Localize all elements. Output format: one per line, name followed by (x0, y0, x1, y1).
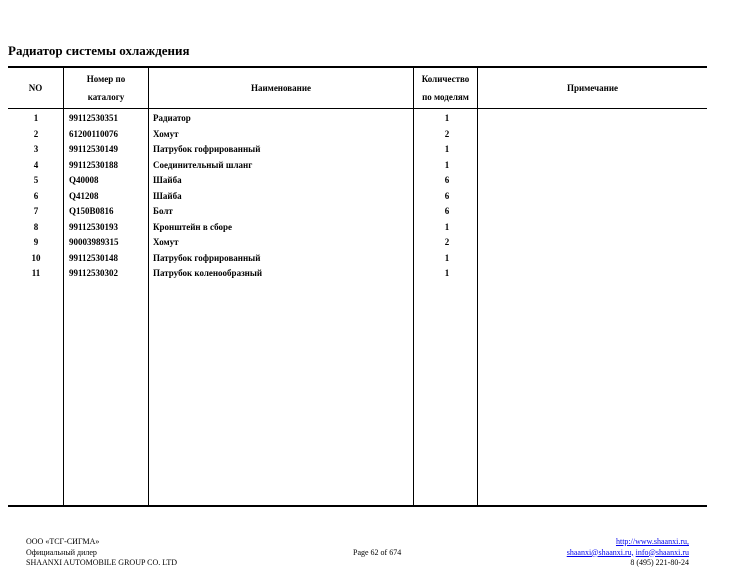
row-name: Болт (153, 206, 173, 216)
row-qty: 1 (444, 268, 450, 278)
email-link-shaanxi[interactable]: shaanxi@shaanxi.ru, (566, 547, 634, 557)
row-qty: 6 (444, 190, 450, 201)
email-link-info[interactable]: info@shaanxi.ru (635, 547, 689, 557)
header-divider (8, 108, 707, 109)
table-bottom-border (8, 505, 707, 507)
row-catalog: 61200110076 (69, 128, 119, 139)
row-no: 5 (33, 175, 39, 185)
row-no: 3 (33, 144, 39, 154)
page-title: Радиатор системы охлаждения (8, 43, 190, 58)
table-row (8, 251, 707, 267)
table-row (8, 173, 707, 189)
row-catalog: Q40008 (69, 175, 99, 185)
row-qty: 1 (444, 159, 450, 170)
row-no: 9 (33, 237, 39, 247)
row-catalog: 99112530148 (69, 252, 119, 263)
footer-dealer: Официальный дилер (26, 547, 97, 557)
row-catalog: 99112530302 (69, 268, 119, 278)
footer-company: ООО «ТСГ-СИГМА» (26, 537, 100, 546)
table-row (8, 204, 707, 220)
row-qty: 6 (444, 175, 450, 185)
row-name: Шайба (153, 175, 182, 185)
row-no: 11 (31, 268, 41, 278)
row-no: 7 (33, 206, 39, 216)
website-link[interactable]: http://www.shaanxi.ru, (615, 537, 689, 546)
row-qty: 1 (444, 113, 450, 123)
header-note: Примечание (566, 83, 619, 93)
row-name: Шайба (153, 190, 182, 201)
row-name: Радиатор (153, 113, 191, 123)
header-name: Наименование (251, 83, 311, 93)
row-no: 1 (33, 113, 39, 123)
row-no: 2 (33, 128, 39, 139)
row-catalog: 90003989315 (69, 237, 119, 247)
row-name: Соединительный шланг (153, 159, 253, 170)
row-qty: 6 (444, 206, 450, 216)
table-row (8, 127, 707, 143)
table-row (8, 111, 707, 127)
header-no: NO (28, 83, 43, 93)
table-row (8, 189, 707, 205)
row-qty: 1 (444, 221, 450, 232)
table-row (8, 266, 707, 282)
row-no: 8 (33, 221, 39, 232)
row-name: Патрубок гофрированный (153, 144, 261, 154)
row-name: Хомут (153, 128, 179, 139)
row-qty: 1 (444, 144, 450, 154)
footer-contacts (567, 537, 689, 569)
row-name: Хомут (153, 237, 179, 247)
parts-table (8, 66, 707, 507)
row-qty: 1 (444, 252, 450, 263)
row-no: 4 (33, 159, 39, 170)
row-catalog: 99112530351 (69, 113, 119, 123)
row-qty: 2 (444, 237, 450, 247)
header-qty: Количество по моделям (421, 74, 470, 102)
row-name: Патрубок коленообразный (153, 268, 263, 278)
table-row (8, 158, 707, 174)
footer-company-block (26, 537, 177, 569)
row-name: Кронштейн в сборе (153, 221, 232, 232)
row-catalog: 99112530149 (69, 144, 119, 154)
footer-phone: 8 (495) 221-80-24 (630, 558, 689, 567)
table-row (8, 220, 707, 236)
table-row (8, 142, 707, 158)
row-catalog: 99112530193 (69, 221, 119, 232)
row-catalog: 99112530188 (69, 159, 119, 170)
row-catalog: Q150B0816 (69, 206, 114, 216)
row-catalog: Q41208 (69, 190, 99, 201)
page-number: Page 62 of 674 (353, 548, 402, 557)
footer-group: SHAANXI AUTOMOBILE GROUP CO. LTD (26, 558, 178, 567)
row-name: Патрубок гофрированный (153, 252, 261, 263)
header-catalog: Номер по каталогу (86, 74, 126, 102)
row-qty: 2 (444, 128, 450, 139)
row-no: 10 (31, 252, 41, 263)
table-row (8, 235, 707, 251)
row-no: 6 (33, 190, 39, 201)
